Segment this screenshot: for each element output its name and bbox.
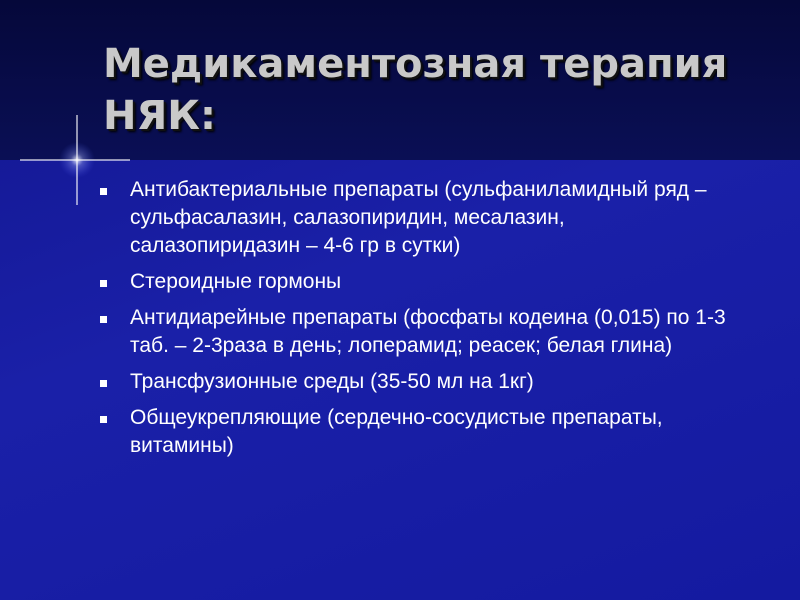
square-bullet-icon: [100, 416, 107, 423]
list-item-text: Общеукрепляющие (сердечно-сосудистые препараты, витамины): [130, 406, 663, 457]
square-bullet-icon: [100, 316, 107, 323]
square-bullet-icon: [100, 280, 107, 287]
list-item: [95, 404, 735, 460]
list-item: [95, 304, 735, 360]
title-line-2: НЯК:: [103, 93, 216, 139]
list-item-text: Антибактериальные препараты (сульфаниламидный ряд – сульфасалазин, салазопиридин, месалазин, салазопиридазин – 4-6 гр в сутки): [130, 178, 707, 257]
list-item: [95, 176, 735, 260]
list-item: [95, 368, 735, 396]
page-title: [103, 38, 753, 142]
list-item-text: Стероидные гормоны: [130, 270, 342, 293]
title-line-1: Медикаментозная терапия: [103, 41, 728, 87]
square-bullet-icon: [100, 188, 107, 195]
square-bullet-icon: [100, 380, 107, 387]
list-item-text: Антидиарейные препараты (фосфаты кодеина (0,015) по 1-3 таб. – 2-3раза в день; лоперамид; реасек; белая глина): [130, 306, 726, 357]
list-item-text: Трансфузионные среды (35-50 мл на 1кг): [130, 370, 534, 393]
list-item: [95, 268, 735, 296]
therapy-list: [95, 176, 735, 468]
